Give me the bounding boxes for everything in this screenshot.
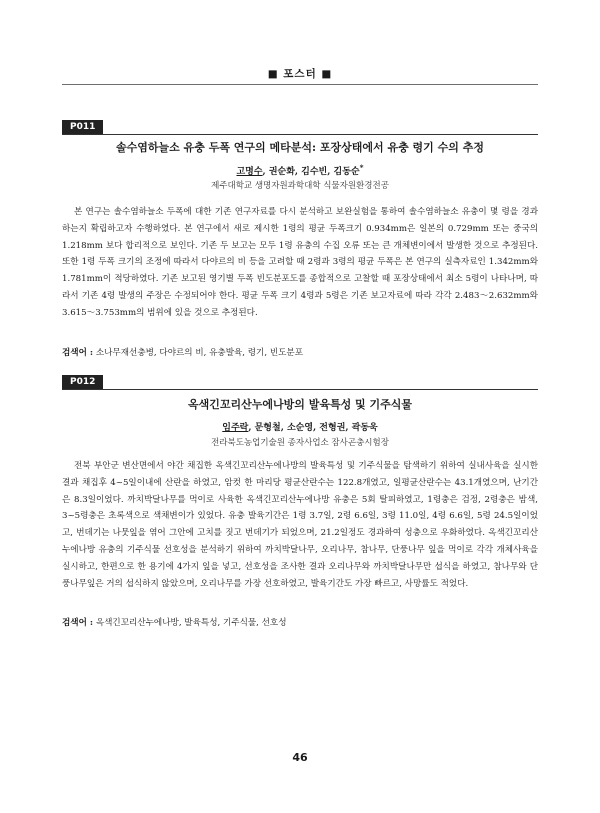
corresponding-mark: * <box>359 163 364 172</box>
keywords-label: 검색어 : <box>62 348 94 358</box>
poster-abstract: 전북 부안군 변산면에서 야간 채집한 옥색긴꼬리산누에나방의 발육특성 및 기주식물을 탐색하기 위하여 실내사육을 실시한 결과 채집후 4~5일이내에 산란을 하였고, 암컷 한 마리당 평균산란수는 122.8개였고, 일평균산란수는 43.1개였으며, 난기간은 8.3일이었다. 까치박달나무를 먹이로 사육한 옥색긴꼬리산누에나방 유충은 5회 탈피하였고, 1령충은 검정, 2령충은 밤색, 3~5령충은 초록색으로 색채변이가 있었다. 유충 발육기간은 1령 3.7일, 2령 6.6일, 3령 11.0일, 4령 6.6일, 5령 24.5일이었고, 번데기는 나뭇잎을 엮어 그안에 고치를 짓고 번데기가 되었으며, 21.2일정도 경과하여 성충으로 우화하였다. 옥색긴꼬리산누에나방 유충의 기주식물 선호성을 분석하기 위하여 까치박달나무, 오리나무, 참나무, 단풍나무 잎을 먹이로 각각 개체사육을 실시하고, 한편으로 한 용기에 4가지 잎을 넣고, 선호성을 조사한 결과 오리나무와 까치박달나무만 섭식을 하였고, 참나무와 단풍나무잎은 거의 섭식하지 않았으며, 오리나무를 가장 선호하였고, 발육기간도 가장 빠르고, 사망률도 적었다. <box>62 461 538 589</box>
keywords-label: 검색어 : <box>62 618 94 628</box>
page-number: 46 <box>292 751 308 764</box>
poster-authors <box>62 163 538 177</box>
keywords-text: 옥색긴꼬리산누에나방, 발육특성, 기주식물, 선호성 <box>95 618 287 628</box>
poster-affiliation: 제주대학교 생명자원과학대학 식물자원환경전공 <box>211 181 389 191</box>
poster-divider <box>62 389 538 390</box>
poster-keywords <box>62 616 538 628</box>
header-rule <box>62 84 538 85</box>
presenter-name: 고명수 <box>236 167 263 177</box>
poster-abstract: 본 연구는 솔수염하늘소 두폭에 대한 기존 연구자료를 다시 분석하고 보완실험을 통하여 솔수염하늘소 유충이 몇 령을 경과하는지 확립하고자 수행하였다. 본 연구에서 새로 제시한 1령의 평균 두폭크기 0.934mm은 일본의 0.729mm 또는 중국의 1.218mm 보다 합리적으로 보인다. 기존 두 보고는 모두 1령 유충의 수집 오류 또는 큰 개체변이에서 발생한 것으로 추정된다. 또한 1령 두폭 크기의 조정에 따라서 다야르의 비 등을 고려할 때 2령과 3령의 평균 두폭은 본 연구의 실측자료인 1.342mm와 1.781mm이 적당하였다. 기존 보고된 영기별 두폭 빈도분포도를 종합적으로 고찰할 때 포장상태에서 최소 5령이 나타나며, 따라서 기존 4령 발생의 주장은 수정되어야 한다. 평균 두폭 크기 4령과 5령은 기존 보고자료에 따라 각각 2.483～2.632mm와 3.615～3.753mm의 범위에 있을 것으로 추정된다. <box>62 207 538 318</box>
poster-id-badge: P012 <box>62 375 103 389</box>
presenter-name: 임주락 <box>222 423 249 433</box>
poster-divider <box>62 134 538 135</box>
poster-affiliation: 전라북도농업기술원 종자사업소 잠사곤충시험장 <box>211 438 389 448</box>
co-authors: , 권순화, 김수빈, 김동순 <box>262 167 360 177</box>
poster-title: 솔수염하늘소 유충 두폭 연구의 메타분석: 포장상태에서 유충 령기 수의 추정 <box>116 141 484 154</box>
poster-title: 옥색긴꼬리산누에나방의 발육특성 및 기주식물 <box>187 398 412 411</box>
section-header: ■ 포스터 ■ <box>267 68 333 80</box>
poster-keywords <box>62 346 538 358</box>
poster-id-badge: P011 <box>62 120 103 134</box>
keywords-text: 소나무재선충병, 다야르의 비, 유충발육, 령기, 빈도분포 <box>95 348 304 358</box>
poster-authors <box>62 420 538 433</box>
co-authors: , 문형철, 소순영, 전형권, 곽동욱 <box>248 423 378 433</box>
